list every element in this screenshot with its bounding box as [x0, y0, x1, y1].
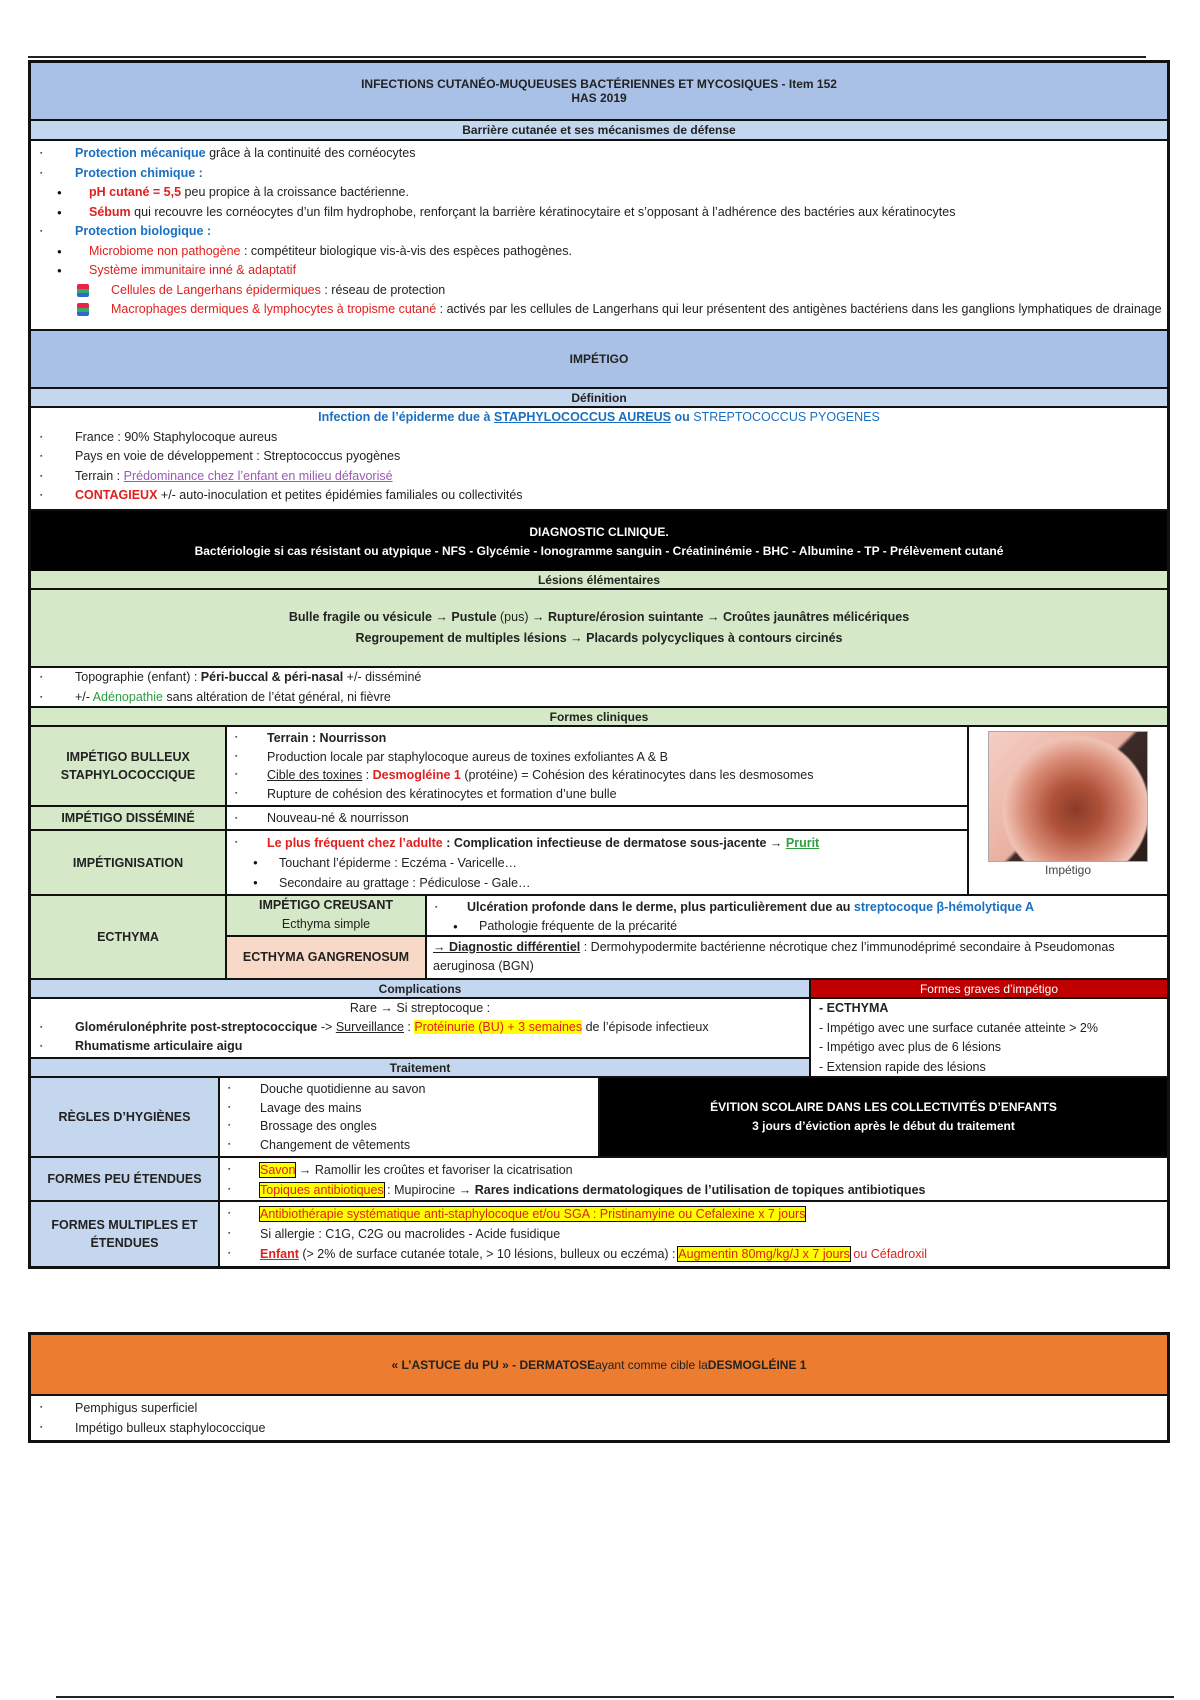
arrow-bullet-icon	[77, 303, 89, 316]
bottom-rule	[56, 1696, 1174, 1698]
limited-forms-row	[31, 1158, 1167, 1202]
list-item: ▪ France : 90% Staphylocoque aureus	[31, 428, 1167, 448]
treatment-title: Traitement	[31, 1059, 809, 1078]
list-item: ● Pathologie fréquente de la précarité	[427, 917, 1167, 936]
list-item: ▪ Protection chimique :	[31, 164, 1167, 184]
subform-label: IMPÉTIGO CREUSANT	[258, 898, 394, 912]
list-item: ● pH cutané = 5,5 peu propice à la croissance bactérienne.	[31, 183, 1167, 203]
lesions-grouping: Regroupement de multiples lésions → Placards polycycliques à contours circinés	[355, 631, 843, 645]
definition-block	[31, 408, 1167, 511]
barrier-title: Barrière cutanée et ses mécanismes de défense	[31, 121, 1167, 141]
hygiene-row	[31, 1078, 1167, 1158]
top-rule	[28, 56, 1146, 58]
list-item: ▪ Terrain : Prédominance chez l’enfant en milieu défavorisé	[31, 467, 1167, 487]
astuce-list	[31, 1396, 1167, 1440]
topography-block	[31, 668, 1167, 708]
list-item: ● Secondaire au grattage : Pédiculose - Gale…	[227, 873, 967, 893]
form-label: FORMES PEU ÉTENDUES	[31, 1158, 220, 1200]
complications-row	[31, 980, 1167, 1078]
list-item: ▪ Brossage des ongles	[220, 1117, 598, 1136]
list-item: ▪ Si allergie : C1G, C2G ou macrolides - Acide fusidique	[220, 1224, 1167, 1244]
list-item: ▪ Changement de vêtements	[220, 1136, 598, 1155]
list-item: ▪ Rupture de cohésion des kératinocytes et formation d’une bulle	[227, 785, 967, 804]
ecthyma-gangrenosum	[227, 937, 1167, 978]
lesions-block	[31, 590, 1167, 668]
list-item: ▪ Production locale par staphylocoque aureus de toxines exfoliantes A & B	[227, 748, 967, 767]
diagnosis-exams: Bactériologie si cas résistant ou atypique - NFS - Glycémie - Ionogramme sanguin - Créatininémie - BHC - Albumine - TP - Prélèvement cutané	[194, 543, 1004, 558]
form-bulleux	[31, 727, 967, 807]
list-item: ▪ Cible des toxines : Desmogléine 1 (protéine) = Cohésion des kératinocytes dans les desmosomes	[227, 766, 967, 785]
subform-sub: Ecthyma simple	[281, 917, 371, 931]
list-item: ▪ Le plus fréquent chez l’adulte : Complication infectieuse de dermatose sous-jacente → Prurit	[227, 833, 967, 853]
list-item: ▪ Lavage des mains	[220, 1099, 598, 1118]
list-item: ▪ Glomérulonéphrite post-streptococcique -> Surveillance : Protéinurie (BU) + 3 semaines de l’épisode infectieux	[31, 1018, 809, 1037]
subform-label: ECTHYMA GANGRENOSUM	[227, 937, 427, 978]
form-ecthyma	[31, 896, 1167, 980]
complications-title: Complications	[31, 980, 809, 999]
list-item: ▪ Protection mécanique grâce à la continuité des cornéocytes	[31, 144, 1167, 164]
lesions-title: Lésions élémentaires	[31, 571, 1167, 590]
astuce-box	[28, 1332, 1170, 1443]
lesions-sequence: Bulle fragile ou vésicule → Pustule (pus) → Rupture/érosion suintante → Croûtes jaunâtres mélicériques	[288, 610, 910, 624]
sheet-title: INFECTIONS CUTANÉO-MUQUEUSES BACTÉRIENNES ET MYCOSIQUES - Item 152	[361, 77, 837, 91]
diagnosis-title: DIAGNOSTIC CLINIQUE.	[529, 524, 669, 539]
arrow-bullet-icon	[77, 284, 89, 297]
list-item: ▪ Nouveau-né & nourrisson	[227, 809, 967, 828]
extended-forms-row	[31, 1202, 1167, 1266]
list-item: - Impétigo avec une surface cutanée atteinte > 2%	[819, 1020, 1098, 1035]
sheet-subtitle: HAS 2019	[571, 91, 627, 105]
list-item: ▪ Topographie (enfant) : Péri-buccal & péri-nasal +/- disséminé	[31, 668, 1167, 688]
list-item: ▪ Rhumatisme articulaire aigu	[31, 1037, 809, 1056]
astuce-title: « L’ASTUCE du PU » - DERMATOSE ayant comme cible la DESMOGLÉINE 1	[31, 1335, 1167, 1396]
form-impetignisation	[31, 831, 967, 894]
list-item: ▪ Savon → Ramollir les croûtes et favoriser la cicatrisation	[220, 1160, 1167, 1180]
impetigo-photo-panel	[967, 727, 1167, 894]
forms-upper	[31, 727, 1167, 896]
eviction-title: ÉVITION SCOLAIRE DANS LES COLLECTIVITÉS D’ENFANTS	[710, 1100, 1057, 1114]
list-item: - Extension rapide des lésions	[819, 1059, 986, 1074]
form-label: IMPÉTIGO DISSÉMINÉ	[31, 807, 227, 829]
main-sheet	[28, 60, 1170, 1269]
impetigo-title: IMPÉTIGO	[31, 331, 1167, 389]
list-item: ▪ Pays en voie de développement : Streptococcus pyogènes	[31, 447, 1167, 467]
list-item: ▪ Protection biologique :	[31, 222, 1167, 242]
list-item: ● Microbiome non pathogène : compétiteur biologique vis-à-vis des espèces pathogènes.	[31, 242, 1167, 262]
list-item: ▪ Antibiothérapie systématique anti-staphylocoque et/ou SGA : Pristinamyine ou Cefalexine x 7 jours	[220, 1204, 1167, 1224]
list-item: ▪ CONTAGIEUX +/- auto-inoculation et petites épidémies familiales ou collectivités	[31, 486, 1167, 506]
form-label: FORMES MULTIPLES ET ÉTENDUES	[31, 1202, 220, 1266]
photo-caption: Impétigo	[1044, 863, 1092, 877]
list-item: ▪ Terrain : Nourrisson	[227, 729, 967, 748]
list-item: ▪ Enfant (> 2% de surface cutanée totale, > 10 lésions, bulleux ou eczéma) : Augmentin 80mg/kg/J x 7 jours ou Céfadroxil	[220, 1244, 1167, 1264]
diagnosis-banner	[31, 511, 1167, 571]
list-item: ▪ Impétigo bulleux staphylococcique	[31, 1418, 1167, 1438]
list-item: ● Sébum qui recouvre les cornéocytes d’un film hydrophobe, renforçant la barrière kératinocytaire et s’opposant à l’adhérence des bactéries aux kératinocytes	[31, 203, 1167, 223]
form-dissemine	[31, 807, 967, 831]
severe-forms-list	[811, 999, 1167, 1078]
forms-title: Formes cliniques	[31, 708, 1167, 727]
definition-text: Infection de l’épiderme due à STAPHYLOCOCCUS AUREUS ou STREPTOCOCCUS PYOGENES	[318, 410, 880, 424]
form-label: IMPÉTIGO BULLEUX STAPHYLOCOCCIQUE	[31, 727, 227, 805]
severe-forms-title: Formes graves d’impétigo	[811, 980, 1167, 999]
list-item: ● Touchant l’épiderme : Eczéma - Varicelle…	[227, 853, 967, 873]
eviction-banner	[600, 1078, 1167, 1156]
list-item: ▪ Pemphigus superficiel	[31, 1398, 1167, 1418]
list-item: ▪ Ulcération profonde dans le derme, plus particulièrement due au streptocoque β-hémolytique A	[427, 898, 1167, 917]
form-label: RÈGLES D’HYGIÈNES	[31, 1078, 220, 1156]
form-label: ECTHYMA	[31, 896, 227, 978]
list-item: Macrophages dermiques & lymphocytes à tropisme cutané : activés par les cellules de Langerhans qui leur présentent des antigènes bactériens dans les ganglions lymphatiques de drainage	[31, 300, 1167, 318]
list-item: ● Système immunitaire inné & adaptatif	[31, 261, 1167, 281]
ecthyma-creusant	[227, 896, 1167, 937]
list-item: ▪ Topiques antibiotiques : Mupirocine → Rares indications dermatologiques de l’utilisation de topiques antibiotiques	[220, 1180, 1167, 1200]
list-item: Cellules de Langerhans épidermiques : réseau de protection	[31, 281, 1167, 301]
list-item: - Impétigo avec plus de 6 lésions	[819, 1040, 1002, 1054]
complications-intro: Rare → Si streptocoque :	[349, 1001, 491, 1015]
definition-title: Définition	[31, 389, 1167, 408]
list-item: - ECTHYMA	[819, 1001, 889, 1015]
list-item: ▪ +/- Adénopathie sans altération de l’état général, ni fièvre	[31, 688, 1167, 708]
list-item: ▪ Douche quotidienne au savon	[220, 1080, 598, 1099]
gangrenosum-text: → Diagnostic différentiel : Dermohypodermite bactérienne nécrotique chez l’immunodéprimé secondaire à Pseudomonas aeruginosa (BGN)	[433, 940, 1115, 973]
eviction-detail: 3 jours d’éviction après le début du traitement	[752, 1119, 1015, 1133]
sheet-header	[31, 63, 1167, 121]
impetigo-photo	[988, 731, 1148, 862]
barrier-list	[31, 141, 1167, 331]
form-label: IMPÉTIGNISATION	[31, 831, 227, 894]
